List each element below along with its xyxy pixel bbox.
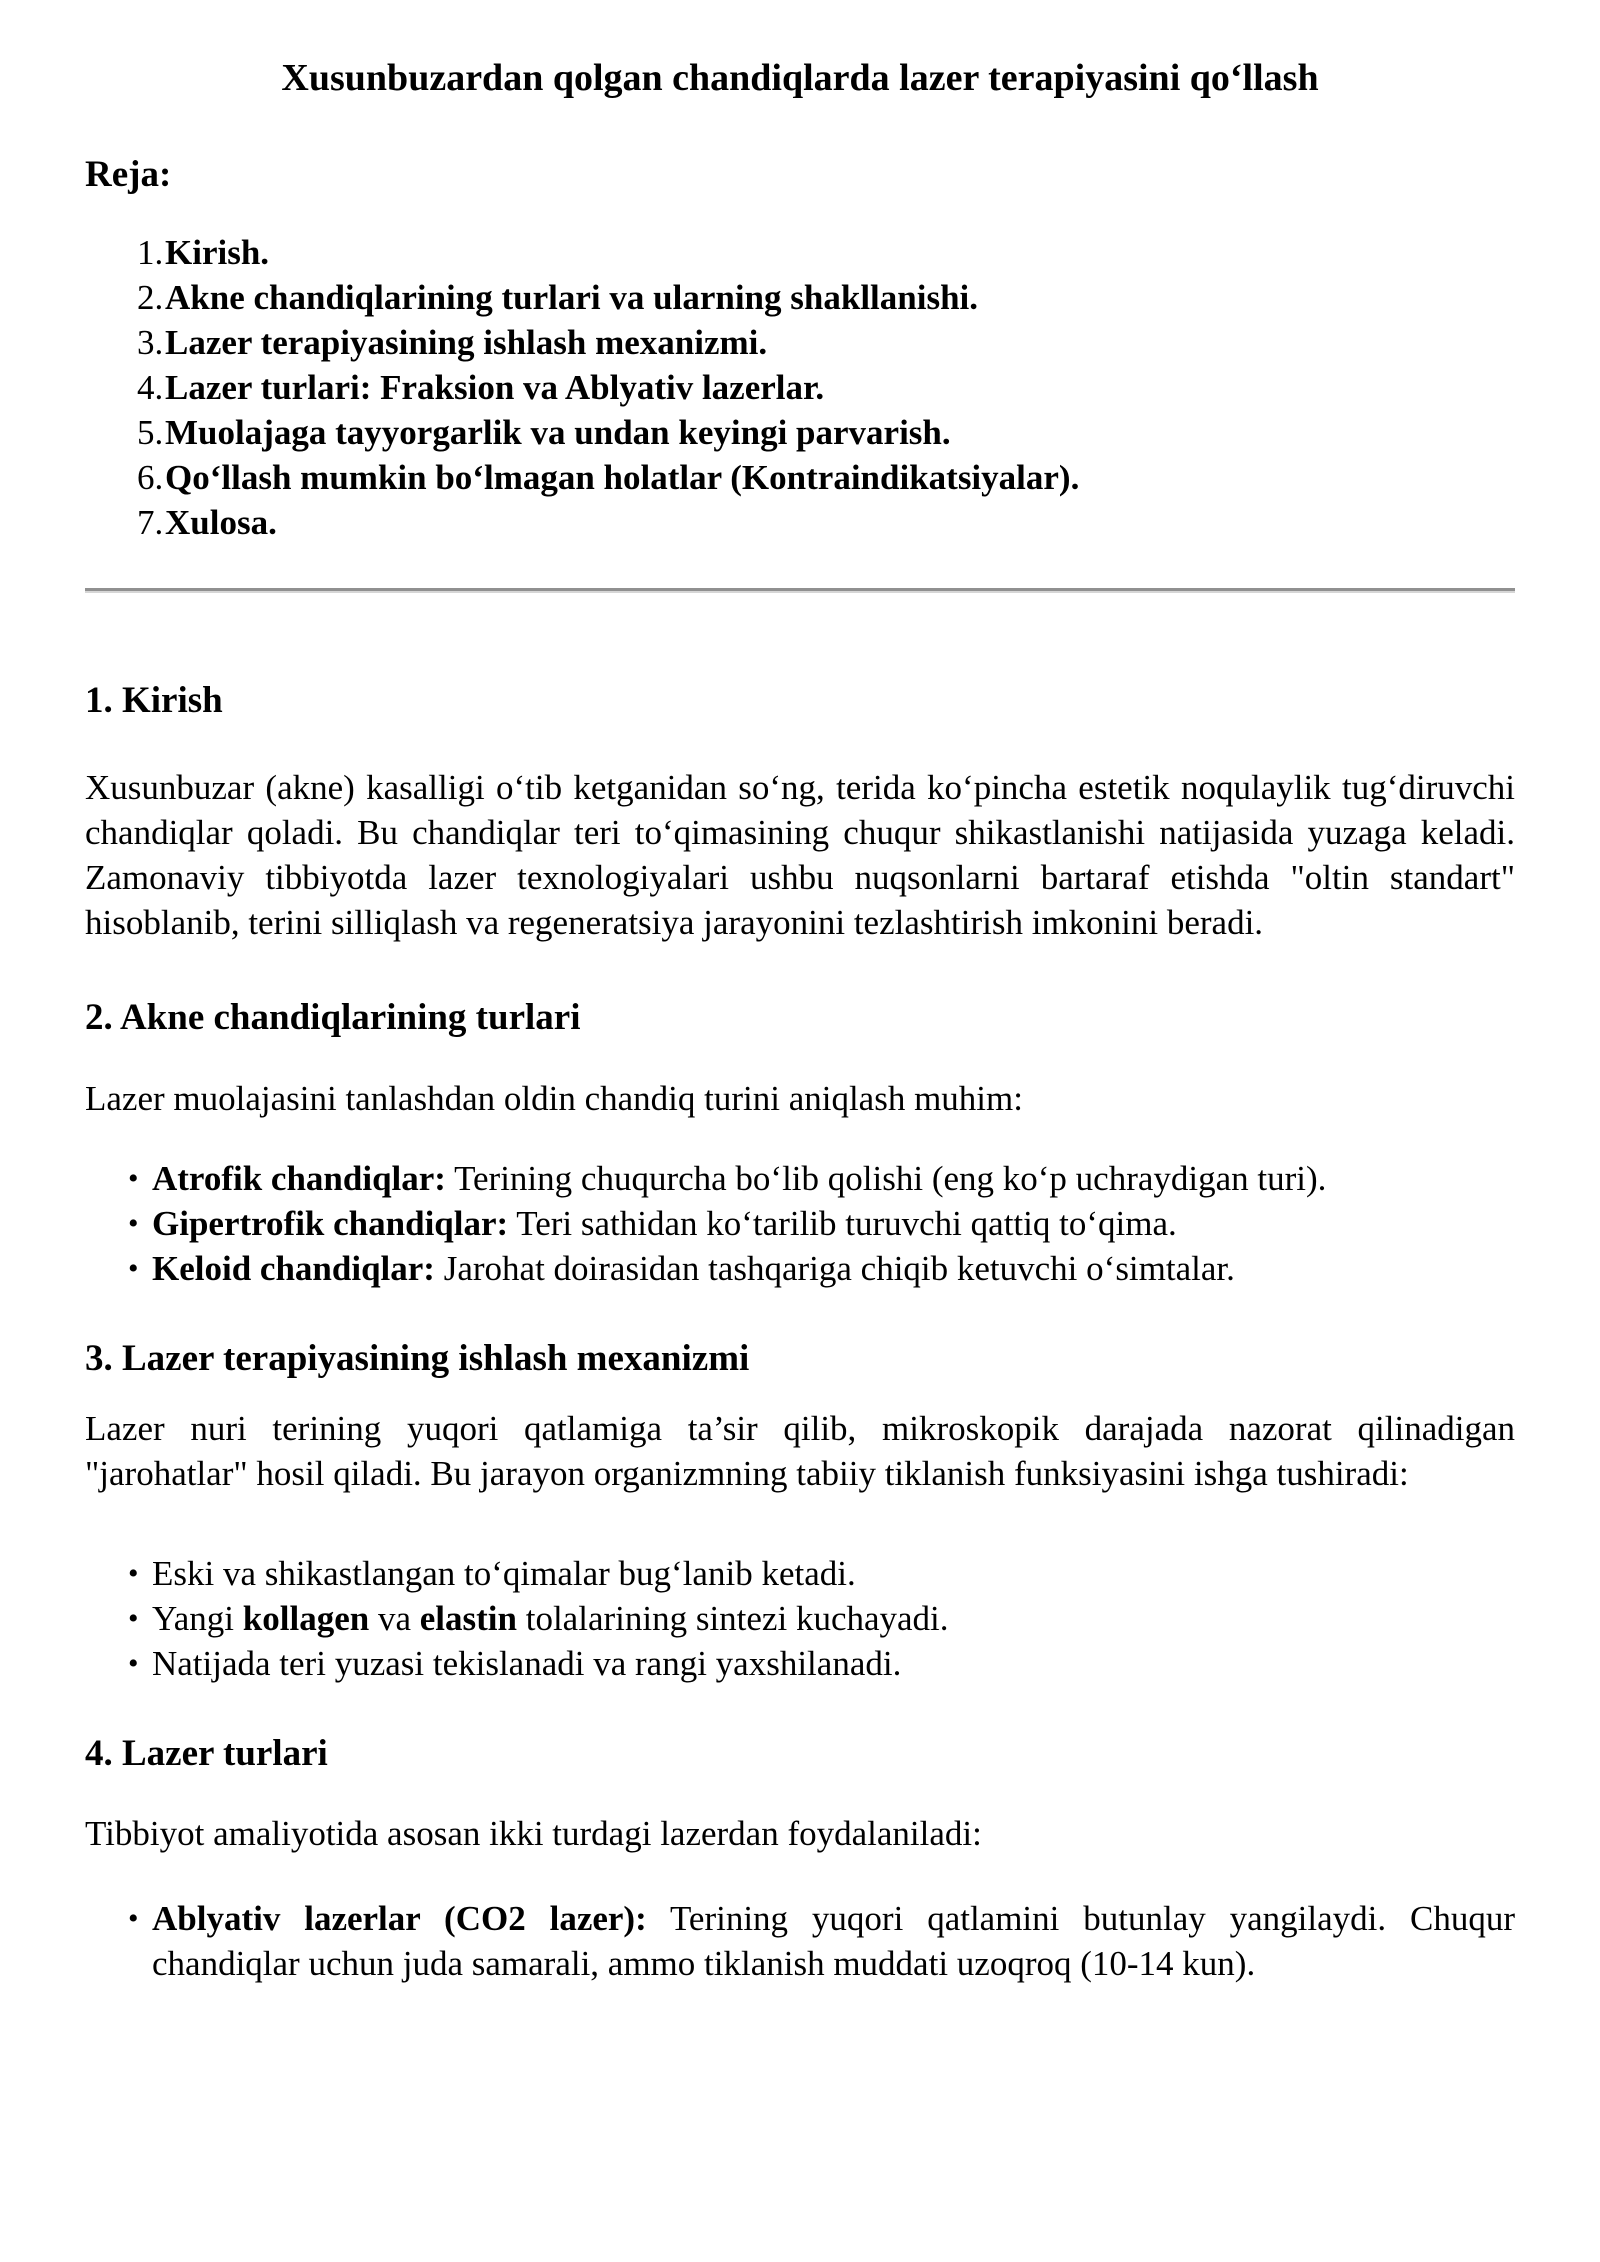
plan-item-text: Akne chandiqlarining turlari va ularning shakllanishi. bbox=[165, 278, 979, 317]
plan-item-number: 7. bbox=[137, 503, 164, 542]
plan-item-number: 5. bbox=[137, 413, 164, 452]
bullet-item: • Gipertrofik chandiqlar: Teri sathidan ko‘tarilib turuvchi qattiq to‘qima. bbox=[152, 1201, 1515, 1246]
page-title: Xusunbuzardan qolgan chandiqlarda lazer terapiyasini qo‘llash bbox=[281, 57, 1319, 99]
bullet-list bbox=[85, 1551, 1515, 1686]
bullet-item: • Eski va shikastlangan to‘qimalar bug‘lanib ketadi. bbox=[152, 1551, 1515, 1596]
plan-item-text: Kirish. bbox=[165, 233, 270, 272]
plan-item bbox=[85, 500, 1515, 545]
plan-item bbox=[85, 275, 1515, 320]
section-paragraph: Lazer nuri terining yuqori qatlamiga ta’sir qilib, mikroskopik darajada nazorat qilinadigan "jarohatlar" hosil qiladi. Bu jarayon organizmning tabiiy tiklanish funksiyasini ishga tushiradi: bbox=[85, 1409, 1515, 1493]
plan-item-number: 2. bbox=[137, 278, 164, 317]
plan-item bbox=[85, 230, 1515, 275]
section-ishlash-mexanizmi bbox=[85, 1336, 1515, 1686]
plan-item bbox=[85, 365, 1515, 410]
plan-item bbox=[85, 320, 1515, 365]
horizontal-rule bbox=[85, 588, 1515, 593]
plan-item bbox=[85, 455, 1515, 500]
bullet-list bbox=[85, 1156, 1515, 1291]
plan-item-number: 4. bbox=[137, 368, 164, 407]
plan-item-number: 3. bbox=[137, 323, 164, 362]
section-paragraph: Lazer muolajasini tanlashdan oldin chandiq turini aniqlash muhim: bbox=[85, 1079, 1023, 1118]
section-paragraph: Xusunbuzar (akne) kasalligi o‘tib ketganidan so‘ng, terida ko‘pincha estetik noqulaylik tug‘diruvchi chandiqlar qoladi. Bu chandiqlar teri to‘qimasining chuqur shikastlanishi natijasida yuzaga keladi. Zamonaviy tibbiyotda lazer texnologiyalari ushbu nuqsonlarni bartaraf etishda "oltin standart" hisoblanib, terini silliqlash va regeneratsiya jarayonini tezlashtirish imkonini beradi. bbox=[85, 768, 1515, 942]
plan-item-number: 1. bbox=[137, 233, 164, 272]
plan-item-text: Lazer terapiyasining ishlash mexanizmi. bbox=[165, 323, 768, 362]
plan-item-text: Xulosa. bbox=[165, 503, 277, 542]
section-kirish bbox=[85, 678, 1515, 945]
bullet-item: • Natijada teri yuzasi tekislanadi va rangi yaxshilanadi. bbox=[152, 1641, 1515, 1686]
section-lazer-turlari bbox=[85, 1731, 1515, 1986]
section-heading: 2. Akne chandiqlarining turlari bbox=[85, 997, 581, 1038]
section-heading: 4. Lazer turlari bbox=[85, 1733, 328, 1774]
section-akne-chandiqlari-turlari bbox=[85, 995, 1515, 1291]
plan-item-text: Lazer turlari: Fraksion va Ablyativ lazerlar. bbox=[165, 368, 825, 407]
bullet-item: • Atrofik chandiqlar: Terining chuqurcha bo‘lib qolishi (eng ko‘p uchraydigan turi). bbox=[152, 1156, 1515, 1201]
section-heading: 1. Kirish bbox=[85, 680, 223, 721]
plan-item-number: 6. bbox=[137, 458, 164, 497]
plan-item bbox=[85, 410, 1515, 455]
plan-heading: Reja: bbox=[85, 154, 172, 195]
bullet-item: • Keloid chandiqlar: Jarohat doirasidan tashqariga chiqib ketuvchi o‘simtalar. bbox=[152, 1246, 1515, 1291]
section-heading: 3. Lazer terapiyasining ishlash mexanizmi bbox=[85, 1338, 750, 1379]
bullet-item: • Yangi kollagen va elastin tolalarining sintezi kuchayadi. bbox=[152, 1596, 1515, 1641]
plan-item-text: Muolajaga tayyorgarlik va undan keyingi parvarish. bbox=[165, 413, 951, 452]
section-paragraph: Tibbiyot amaliyotida asosan ikki turdagi lazerdan foydalaniladi: bbox=[85, 1814, 982, 1853]
plan-list bbox=[85, 230, 1515, 545]
plan-item-text: Qo‘llash mumkin bo‘lmagan holatlar (Kontraindikatsiyalar). bbox=[165, 458, 1080, 497]
bullet-item: • Ablyativ lazerlar (CO2 lazer): Terining yuqori qatlamini butunlay yangilaydi. Chuqur chandiqlar uchun juda samarali, ammo tiklanish muddati uzoqroq (10-14 kun). bbox=[152, 1896, 1515, 1986]
bullet-list bbox=[85, 1896, 1515, 1986]
